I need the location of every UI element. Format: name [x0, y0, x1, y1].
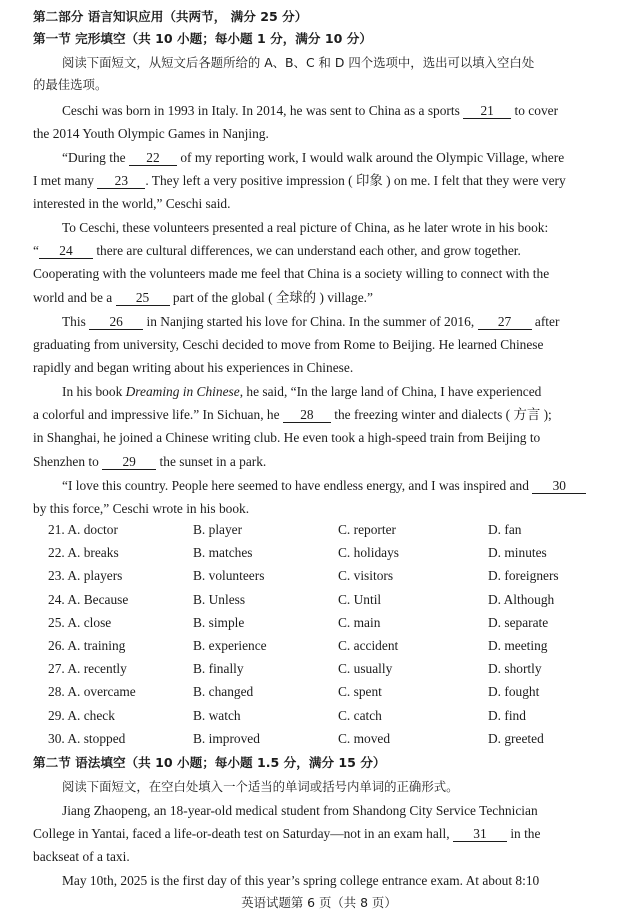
- text-run: College in Yantai, faced a life-or-death test on Saturday—not in an exam hall,: [33, 826, 450, 841]
- blank-26: 26: [89, 314, 143, 330]
- option-d: D. fought: [488, 684, 540, 700]
- text-run: This: [62, 314, 86, 329]
- text-run: to cover: [514, 103, 559, 118]
- option-a: 27. A. recently: [48, 661, 127, 677]
- option-a: 22. A. breaks: [48, 545, 119, 561]
- option-b: B. volunteers: [193, 568, 265, 584]
- passage-line: [33, 288, 373, 308]
- text-run: In his book: [62, 384, 123, 399]
- option-row: [0, 613, 638, 633]
- option-row: [0, 659, 638, 679]
- option-row: [0, 706, 638, 726]
- option-b: B. finally: [193, 661, 244, 677]
- option-d: D. foreigners: [488, 568, 559, 584]
- blank-21: 21: [463, 103, 511, 119]
- option-row: [0, 566, 638, 586]
- passage-line: by this force,” Ceschi wrote in his book.: [33, 501, 250, 516]
- section2-heading: 第二节 语法填空（共 10 小题；每小题 1.5 分，满分 15 分）: [33, 755, 386, 770]
- blank-30: 30: [532, 478, 586, 494]
- option-c: C. usually: [338, 661, 393, 677]
- page-footer: 英语试题第 6 页（共 8 页）: [241, 895, 397, 910]
- text-run: the freezing winter and dialects ( 方言 );: [334, 407, 552, 422]
- option-d: D. fan: [488, 522, 522, 537]
- passage-line: [33, 824, 540, 844]
- option-b: B. player: [193, 522, 243, 537]
- blank-28: 28: [283, 407, 331, 423]
- text-run: a colorful and impressive life.” In Sichuan, he: [33, 407, 280, 422]
- option-b: B. improved: [193, 730, 260, 746]
- text-run: world and be a: [33, 290, 113, 305]
- passage-line: backseat of a taxi.: [33, 849, 130, 864]
- passage-line: [33, 405, 552, 425]
- passage-line: Jiang Zhaopeng, an 18-year-old medical student from Shandong City Service Technician: [62, 803, 538, 818]
- passage-line: in Shanghai, he joined a Chinese writing club. He even took a high-speed train from Beijing to: [33, 430, 541, 445]
- text-run: I met many: [33, 173, 94, 188]
- passage-line: [62, 312, 559, 332]
- text-run: after: [534, 314, 560, 329]
- option-c: C. accident: [338, 638, 399, 653]
- option-row: [0, 543, 638, 563]
- text-run: “I love this country. People here seemed to have endless energy, and I was inspired and: [62, 478, 529, 493]
- passage-line: To Ceschi, these volunteers presented a real picture of China, as he later wrote in his book:: [62, 220, 549, 235]
- text-run: “During the: [62, 150, 126, 165]
- option-b: B. watch: [193, 707, 241, 723]
- option-c: C. visitors: [338, 568, 394, 584]
- option-d: D. greeted: [488, 730, 544, 746]
- option-d: D. find: [488, 707, 526, 723]
- option-b: B. experience: [193, 638, 267, 653]
- text-run: of my reporting work, I would walk around the Olympic Village, where: [180, 150, 565, 165]
- book-title: Dreaming in Chinese: [125, 384, 240, 399]
- option-a: 26. A. training: [48, 638, 126, 653]
- text-run: , he said, “In the large land of China, I have experienced: [239, 384, 542, 399]
- option-c: C. moved: [338, 730, 391, 746]
- text-run: “: [33, 243, 39, 258]
- text-run: part of the global ( 全球的 ) village.”: [172, 290, 373, 305]
- option-row: [0, 520, 638, 540]
- passage-line: [33, 171, 566, 191]
- option-row: [0, 636, 638, 656]
- option-d: D. shortly: [488, 661, 542, 677]
- passage-line: [33, 241, 521, 261]
- passage-line: [62, 382, 541, 402]
- option-d: D. separate: [488, 614, 549, 630]
- option-d: D. Although: [488, 591, 555, 607]
- text-run: Shenzhen to: [33, 454, 99, 469]
- text-run: the sunset in a park.: [159, 454, 267, 469]
- section1-instruction-line2: 的最佳选项。: [33, 77, 108, 92]
- section1-instruction-line1: 阅读下面短文，从短文后各题所给的 A、B、C 和 D 四个选项中，选出可以填入空白处: [62, 55, 535, 70]
- text-run: in the: [510, 826, 541, 841]
- blank-23: 23: [97, 173, 145, 189]
- option-b: B. changed: [193, 684, 254, 700]
- passage-line: May 10th, 2025 is the first day of this year’s spring college entrance exam. At about 8:10: [62, 873, 540, 888]
- passage-line: [33, 452, 266, 472]
- option-c: C. Until: [338, 591, 382, 607]
- option-b: B. Unless: [193, 591, 246, 607]
- blank-25: 25: [116, 290, 170, 306]
- section1-heading: 第一节 完形填空（共 10 小题；每小题 1 分，满分 10 分）: [33, 31, 372, 46]
- option-c: C. holidays: [338, 545, 400, 561]
- option-row: [0, 590, 638, 610]
- text-run: . They left a very positive impression ( 印象 ) on me. I felt that they were very: [145, 173, 566, 188]
- option-a: 23. A. players: [48, 568, 123, 584]
- option-a: 29. A. check: [48, 707, 115, 723]
- option-row: [0, 729, 638, 749]
- option-a: 21. A. doctor: [48, 522, 118, 537]
- option-a: 28. A. overcame: [48, 684, 136, 700]
- passage-line: rapidly and began writing about his experiences in Chinese.: [33, 360, 354, 375]
- passage-line: [62, 148, 564, 168]
- text-run: Ceschi was born in 1993 in Italy. In 2014, he was sent to China as a sports: [62, 103, 460, 118]
- passage-line: interested in the world,” Ceschi said.: [33, 196, 231, 211]
- passage-line: Cooperating with the volunteers made me feel that China is a society willing to connect with the: [33, 266, 550, 281]
- text-run: in Nanjing started his love for China. In the summer of 2016,: [146, 314, 475, 329]
- blank-29: 29: [102, 454, 156, 470]
- option-b: B. simple: [193, 614, 245, 630]
- option-c: C. reporter: [338, 522, 397, 537]
- option-d: D. meeting: [488, 638, 548, 653]
- passage-line: the 2014 Youth Olympic Games in Nanjing.: [33, 126, 269, 141]
- passage-line: graduating from university, Ceschi decided to move from Rome to Beijing. He learned Chinese: [33, 337, 544, 352]
- passage-line: [62, 101, 558, 121]
- option-d: D. minutes: [488, 545, 547, 561]
- option-a: 24. A. Because: [48, 591, 129, 607]
- blank-27: 27: [478, 314, 532, 330]
- option-a: 25. A. close: [48, 614, 112, 630]
- part2-heading: 第二部分 语言知识应用（共两节， 满分 25 分）: [33, 9, 308, 24]
- passage-line: [62, 476, 586, 496]
- option-c: C. spent: [338, 684, 382, 700]
- option-row: [0, 682, 638, 702]
- option-a: 30. A. stopped: [48, 730, 126, 746]
- section2-instruction: 阅读下面短文，在空白处填入一个适当的单词或括号内单词的正确形式。: [62, 779, 459, 794]
- option-c: C. catch: [338, 707, 382, 723]
- option-b: B. matches: [193, 545, 253, 561]
- text-run: there are cultural differences, we can understand each other, and grow together.: [96, 243, 521, 258]
- blank-31: 31: [453, 826, 507, 842]
- option-c: C. main: [338, 614, 381, 630]
- blank-24: 24: [39, 243, 93, 259]
- blank-22: 22: [129, 150, 177, 166]
